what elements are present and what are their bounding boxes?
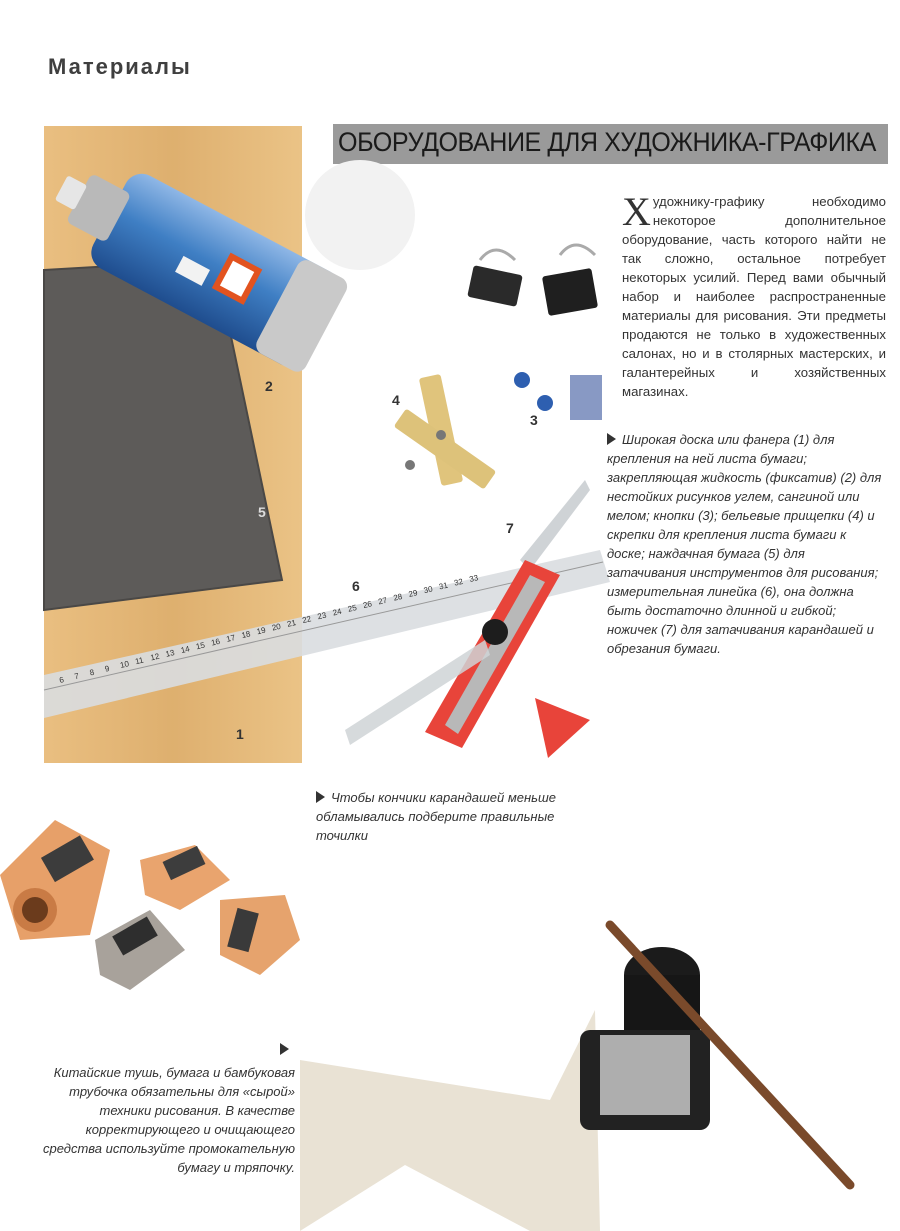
sharpener-3	[220, 895, 300, 975]
ruler-tick-label: 8	[88, 667, 96, 678]
caption-arrow-icon	[607, 433, 616, 445]
intro-paragraph	[622, 189, 886, 401]
ruler-tick-label: 6	[58, 675, 65, 685]
ruler-tick-label: 15	[195, 640, 206, 652]
page-title: ОБОРУДОВАНИЕ ДЛЯ ХУДОЖНИКА-ГРАФИКА	[338, 127, 876, 157]
ruler-tick-label: 19	[255, 625, 267, 637]
ruler-tick-label: 11	[134, 655, 145, 667]
red-triangle	[535, 698, 590, 758]
ruler-tick-label: 9	[103, 663, 111, 674]
photo-label-2: 2	[265, 378, 273, 394]
sharpeners-caption-text: Чтобы кончики карандашей меньше обламывались подберите правильные точилки	[316, 790, 557, 843]
caption-arrow-icon	[316, 791, 325, 803]
ink-bottle	[580, 947, 710, 1130]
paper-sheet	[300, 1010, 600, 1231]
equipment-caption	[607, 430, 887, 658]
ink-caption	[30, 1040, 295, 1177]
ruler-tick-label: 24	[331, 606, 343, 618]
caption-arrow-icon	[280, 1043, 289, 1055]
ruler-tick-label: 7	[73, 671, 80, 682]
ruler-tick-label: 21	[286, 618, 297, 629]
ruler-tick-label: 27	[377, 595, 389, 607]
ruler-tick-label: 32	[453, 576, 464, 588]
ruler-tick-label: 30	[422, 584, 434, 596]
ruler-tick-label: 16	[210, 636, 221, 648]
ruler-tick-label: 10	[119, 659, 130, 670]
ruler-tick-label: 28	[392, 591, 404, 603]
ruler-tick-label: 26	[362, 599, 373, 611]
ruler-tick-label: 12	[149, 651, 161, 663]
photo-label-5: 5	[258, 504, 266, 520]
ruler-tick-label: 14	[179, 644, 191, 656]
photo-label-3: 3	[530, 412, 538, 428]
section-heading: Материалы	[48, 54, 192, 79]
ruler-tick-label: 18	[240, 629, 252, 641]
ruler-tick-label: 25	[346, 603, 358, 614]
ruler-tick-label: 33	[468, 573, 480, 584]
intro-text: удожнику-графику необходимо некоторое дополнительное оборудование, часть которого найти не так сложно, остальное потребует некоторых усилий. Перед вами обычный набор и наиболее распространенные материалы для рисования. Эти предметы продаются не только в художественных салонах, но и в столярных мастерских, и галантерейных и хозяйственных магазинах.	[622, 194, 886, 399]
clothespins	[394, 374, 497, 490]
photo-label-7: 7	[506, 520, 514, 536]
sharpeners-photo	[0, 815, 300, 1025]
ruler-tick-label: 20	[271, 621, 282, 633]
ruler-tick-label: 13	[164, 647, 176, 659]
ruler-tick-label: 17	[225, 633, 237, 644]
push-pins	[514, 372, 602, 420]
ink-caption-text: Китайские тушь, бумага и бамбуковая трубочка обязательны для «сырой» техники рисования. В качестве корректирующего и очищающего средства используйте промокательную бумагу и тряпочку.	[42, 1065, 295, 1175]
photo-label-6: 6	[352, 578, 360, 594]
sharpener-metal	[95, 910, 185, 990]
ruler-tick-label: 31	[438, 580, 449, 592]
sharpeners-caption	[316, 788, 606, 845]
ruler-tick-label: 29	[407, 588, 419, 599]
photo-label-4: 4	[392, 392, 400, 408]
dropcap: Х	[622, 189, 651, 234]
sharpener-2	[140, 845, 230, 910]
sharpener-large	[0, 820, 110, 940]
binder-clips	[467, 245, 598, 316]
ruler-tick-label: 23	[316, 610, 328, 622]
ruler-tick-label: 22	[301, 614, 313, 626]
ink-photo	[300, 900, 900, 1231]
photo-label-1: 1	[236, 726, 244, 742]
equipment-caption-text: Широкая доска или фанера (1) для крепления на ней листа бумаги; закрепляющая жидкость (фиксатив) (2) для нестойких рисунков углем, сангиной или мелом; кнопки (3); бельевые прищепки (4) и скрепки для крепления листа бумаги к доске; наждачная бумага (5) для затачивания инструментов для рисования; измерительная линейка (6), она должна быть достаточно длинной и гибкой; ножичек (7) для затачивания карандашей и обрезания бумаги.	[607, 432, 882, 656]
